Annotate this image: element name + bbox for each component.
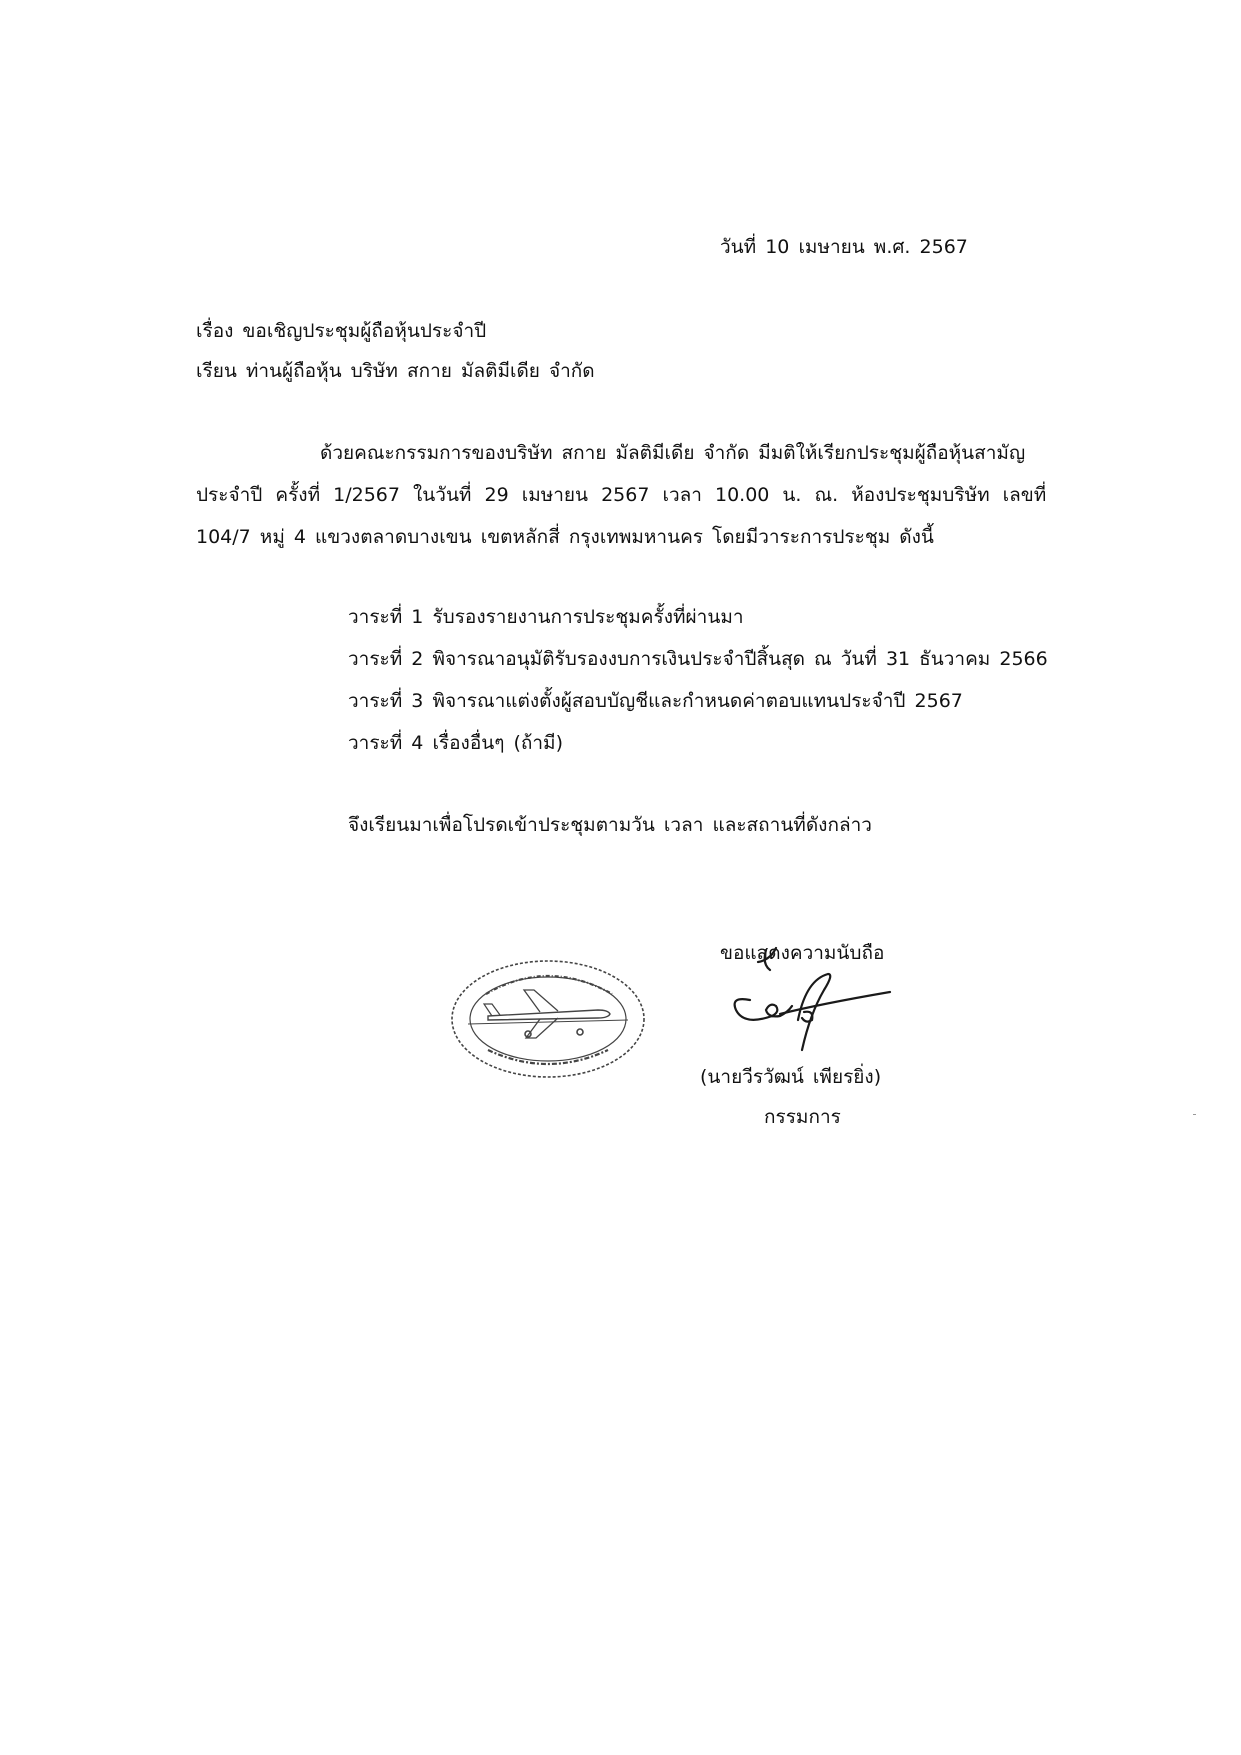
body-paragraph-line: ประจำปี ครั้งที่ 1/2567 ในวันที่ 29 เมษายน 2567 เวลา 10.00 น. ณ. ห้องประชุมบริษัท เลขที่ [196,484,1047,506]
closing-sentence: จึงเรียนมาเพื่อโปรดเข้าประชุมตามวัน เวลา และสถานที่ดังกล่าว [348,814,872,836]
agenda-item: วาระที่ 4 เรื่องอื่นๆ (ถ้ามี) [348,732,563,754]
body-paragraph-line: ด้วยคณะกรรมการของบริษัท สกาย มัลติมีเดีย จำกัด มีมติให้เรียกประชุมผู้ถือหุ้นสามัญ [320,442,1026,464]
letter-date: วันที่ 10 เมษายน พ.ศ. 2567 [720,236,968,258]
signer-name: (นายวีรวัฒน์ เพียรยิ่ง) [700,1066,882,1088]
body-paragraph-line: 104/7 หมู่ 4 แขวงตลาดบางเขน เขตหลักสี่ กรุงเทพมหานคร โดยมีวาระการประชุม ดังนี้ [196,526,934,548]
signer-position: กรรมการ [764,1106,841,1128]
agenda-item: วาระที่ 1 รับรองรายงานการประชุมครั้งที่ผ่านมา [348,606,744,628]
scan-speck [1193,1114,1196,1115]
letter-recipient: เรียน ท่านผู้ถือหุ้น บริษัท สกาย มัลติมีเดีย จำกัด [196,360,595,382]
handwritten-signature-icon [710,940,910,1070]
agenda-item: วาระที่ 2 พิจารณาอนุมัติรับรองงบการเงินประจำปีสิ้นสุด ณ วันที่ 31 ธันวาคม 2566 [348,648,1048,670]
letter-subject: เรื่อง ขอเชิญประชุมผู้ถือหุ้นประจำปี [196,320,487,342]
agenda-item: วาระที่ 3 พิจารณาแต่งตั้งผู้สอบบัญชีและกำหนดค่าตอบแทนประจำปี 2567 [348,690,963,712]
closing-regards: ขอแสดงความนับถือ [720,942,885,964]
company-seal-airplane-icon [448,954,648,1084]
